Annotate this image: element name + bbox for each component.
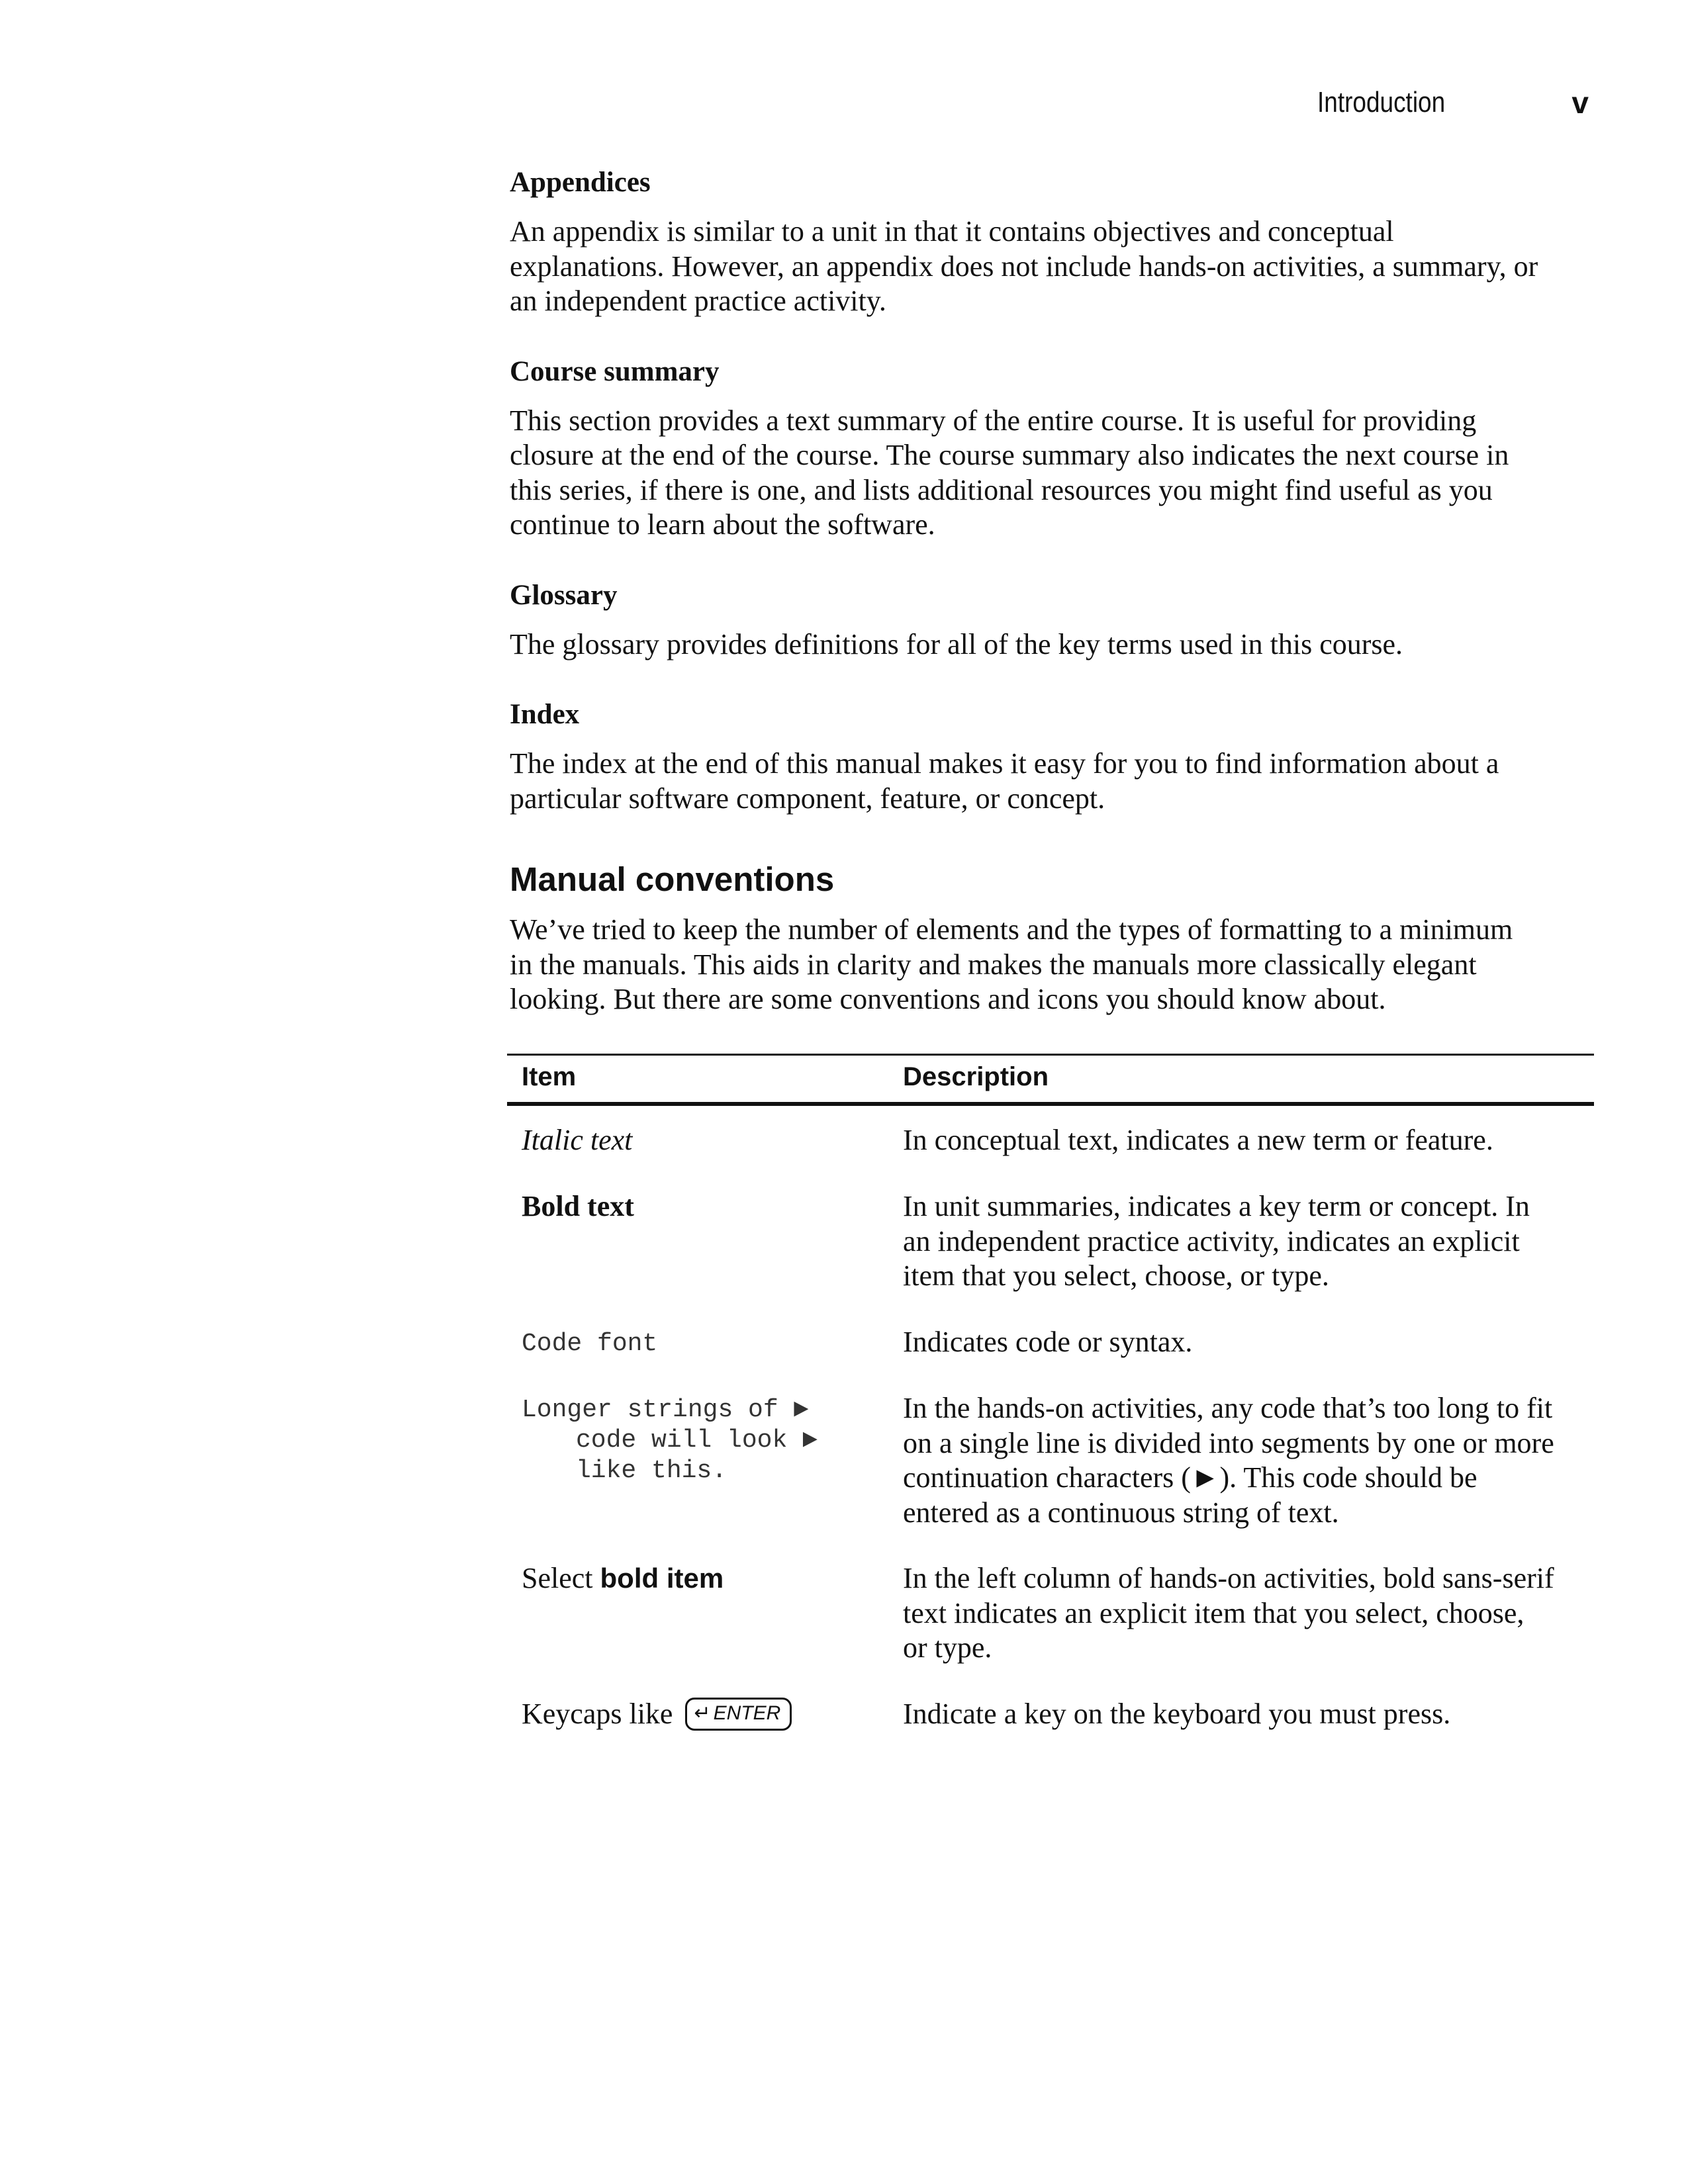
enter-keycap: ↵ ENTER (685, 1698, 792, 1731)
section-heading: Index (510, 699, 580, 730)
conventions-paragraph: We’ve tried to keep the number of elements and the types of formatting to a minimum in the manuals. This aids in clarity and makes the manuals more classically elegant looking. But there are some conventions and icons you should know about. (510, 913, 1513, 1015)
row-description: In the hands-on activities, any code that’s too long to fit on a single line is divided into segments by one or more continuation characters (►). This code should be entered as a continuous string of text. (903, 1392, 1554, 1529)
running-header (1258, 86, 1589, 132)
row-item: Keycaps like ↵ ENTER (522, 1697, 892, 1733)
bold-item-sample: bold item (600, 1563, 724, 1594)
table-row (507, 1697, 1594, 1750)
running-title: Introduction (1317, 86, 1446, 118)
section-heading: Glossary (510, 579, 618, 611)
row-item: Bold text (522, 1190, 634, 1222)
table-row (507, 1325, 1594, 1391)
section-heading: Appendices (510, 167, 651, 198)
table-row (507, 1391, 1594, 1561)
section-paragraph: An appendix is similar to a unit in that it contains objectives and conceptual explanations. However, an appendix does not include hands-on activities, a summary, or an independent practice activity. (510, 215, 1538, 317)
section-paragraph: The glossary provides definitions for all of the key terms used in this course. (510, 627, 1403, 660)
row-item: Italic text (522, 1124, 633, 1156)
column-header-description: Description (903, 1062, 1049, 1091)
main-content (510, 164, 1589, 1052)
section-paragraph: The index at the end of this manual makes it easy for you to find information about a particular software component, feature, or concept. (510, 747, 1499, 815)
column-header-item: Item (522, 1062, 577, 1091)
row-description: Indicates code or syntax. (903, 1326, 1193, 1358)
row-item: Longer strings of ► code will look ► like this. (522, 1396, 818, 1485)
section-index (510, 696, 1589, 816)
page-number: v (1571, 85, 1589, 120)
row-description: Indicate a key on the keyboard you must press. (903, 1698, 1451, 1730)
section-heading: Course summary (510, 355, 720, 387)
row-item: Select bold item (522, 1562, 724, 1594)
manual-conventions-heading: Manual conventions (510, 860, 835, 898)
section-manual-conventions (510, 858, 1589, 1017)
row-item: Code font (522, 1330, 658, 1358)
table-row (507, 1561, 1594, 1697)
table-row (507, 1123, 1594, 1189)
row-description: In the left column of hands-on activities, bold sans-serif text indicates an explicit item that you select, choose, or type. (903, 1562, 1554, 1664)
section-appendices (510, 164, 1589, 319)
section-paragraph: This section provides a text summary of the entire course. It is useful for providing closure at the end of the course. The course summary also indicates the next course in this series, if there is one, and lists additional resources you might find useful as you continue to learn about the software. (510, 404, 1509, 541)
enter-arrow-icon: ↵ (694, 1702, 711, 1724)
conventions-table (507, 1054, 1594, 1750)
table-header (507, 1054, 1594, 1106)
table-row (507, 1189, 1594, 1325)
row-description: In conceptual text, indicates a new term or feature. (903, 1124, 1493, 1156)
section-glossary (510, 577, 1589, 662)
row-description: In unit summaries, indicates a key term or concept. In an independent practice activity, indicates an explicit item that you select, choose, or type. (903, 1190, 1530, 1292)
section-course-summary (510, 353, 1589, 543)
